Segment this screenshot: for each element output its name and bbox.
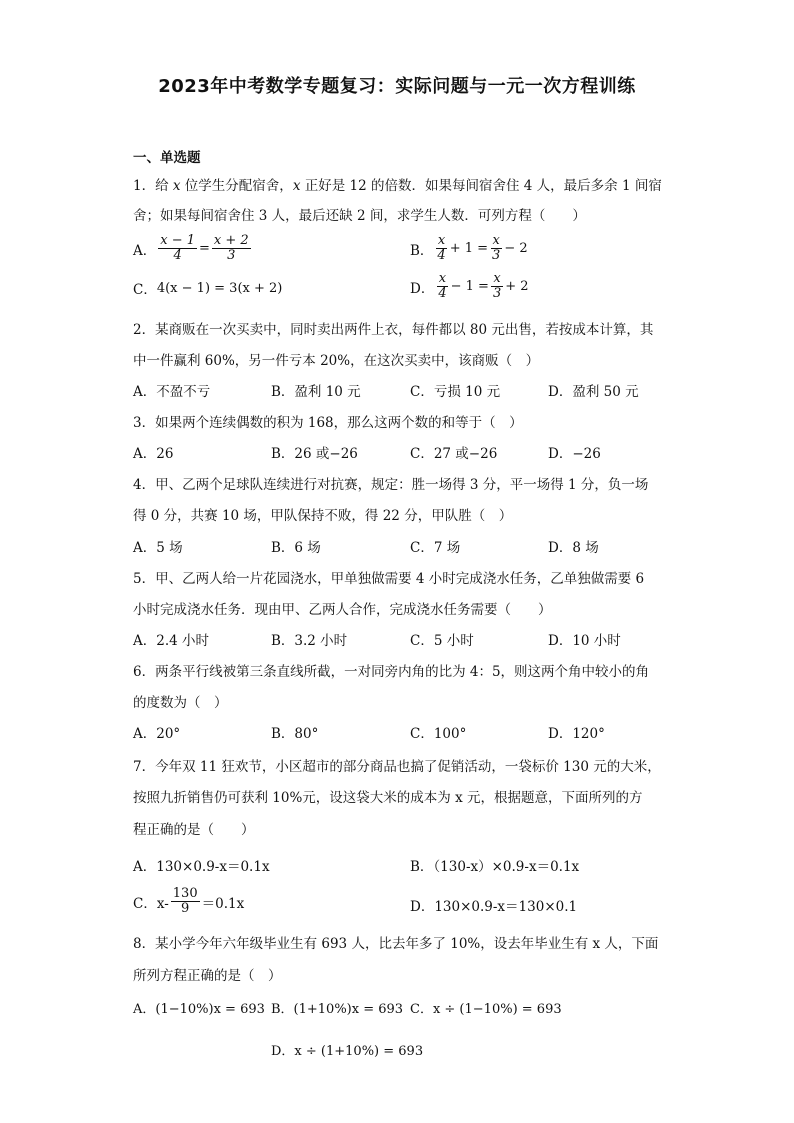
q8-option-d: D．x ÷ (1+10%) = 693 <box>271 1044 424 1059</box>
q4-option-d: D．8 场 <box>548 540 599 556</box>
q1-d-fraction-left <box>436 272 448 301</box>
q1-b-den-right: 3 <box>492 248 501 263</box>
question-7-line-3: 程正确的是（ ） <box>133 822 255 838</box>
q8-option-a: A．(1−10%)x = 693 <box>133 1002 265 1017</box>
q7-option-c <box>133 887 244 916</box>
q1-text-a: 1．给 <box>133 178 173 194</box>
q1-option-b-label: B． <box>410 242 434 259</box>
q1-option-d-label: D． <box>410 280 435 297</box>
question-2-line-2: 中一件赢利 60%，另一件亏本 20%，在这次买卖中，该商贩（ ） <box>133 353 540 369</box>
q6-option-d: D．120° <box>548 726 605 742</box>
q1-option-d <box>410 272 529 301</box>
q5-option-d: D．10 小时 <box>548 633 621 649</box>
q8-option-b: B．(1+10%)x = 693 <box>271 1002 404 1017</box>
q1-b-fraction-left <box>435 234 447 263</box>
q5-option-b: B．3.2 小时 <box>271 633 348 649</box>
q7-c-fraction <box>171 887 200 916</box>
question-2-line-1: 2．某商贩在一次买卖中，同时卖出两件上衣，每件都以 80 元出售，若按成本计算，其 <box>133 322 654 338</box>
q3-option-b: B．26 或−26 <box>271 446 358 462</box>
question-4-line-1: 4．甲、乙两个足球队连续进行对抗赛，规定：胜一场得 3 分，平一场得 1 分，负一场 <box>133 477 649 493</box>
q1-a-den-right: 3 <box>227 248 236 263</box>
section-heading: 一、单选题 <box>133 150 201 166</box>
q2-option-d: D．盈利 50 元 <box>548 384 639 400</box>
q4-option-c: C．7 场 <box>410 540 461 556</box>
question-5-line-1: 5．甲、乙两人给一片花园浇水，甲单独做需要 4 小时完成浇水任务，乙单独做需要 6 <box>133 571 645 587</box>
q1-b-tail: − 2 <box>504 241 528 256</box>
question-5-line-2: 小时完成浇水任务．现由甲、乙两人合作，完成浇水任务需要（ ） <box>133 602 552 618</box>
q6-option-c: C．100° <box>410 726 467 742</box>
q5-option-c: C．5 小时 <box>410 633 474 649</box>
q1-a-num-left: x − 1 <box>160 233 196 248</box>
question-8-line-2: 所列方程正确的是（ ） <box>133 968 282 984</box>
q7-option-b: B．（130-x）×0.9-x＝0.1x <box>410 859 580 875</box>
question-1-line-1 <box>133 174 662 194</box>
q1-text-c: 正好是 12 的倍数．如果每间宿舍住 4 人，最后多余 1 间宿 <box>300 178 662 194</box>
q7-c-numerator: 130 <box>172 886 198 901</box>
q1-b-fraction-right <box>490 234 502 263</box>
question-7-line-2: 按照九折销售仍可获利 10%元，设这袋大米的成本为 x 元，根据题意，下面所列的方 <box>133 790 643 806</box>
q1-text-b: 位学生分配宿舍， <box>180 178 293 194</box>
q1-option-a-label: A． <box>133 242 157 259</box>
question-1-line-2: 舍；如果每间宿舍住 3 人，最后还缺 2 间，求学生人数．可列方程（ ） <box>133 208 586 224</box>
q1-d-fraction-right <box>491 272 503 301</box>
q3-option-c: C．27 或−26 <box>410 446 498 462</box>
q6-option-a: A．20° <box>133 726 181 742</box>
q1-var-x-2: x <box>292 178 301 194</box>
q1-a-fraction-left <box>158 234 197 263</box>
question-8-line-1: 8．某小学今年六年级毕业生有 693 人，比去年多了 10%，设去年毕业生有 x 人，下面 <box>133 936 659 952</box>
q1-var-x: x <box>172 178 181 194</box>
q7-option-d: D．130×0.9-x＝130×0.1 <box>410 899 578 915</box>
q1-option-a <box>133 234 253 263</box>
q8-option-c: C．x ÷ (1−10%) = 693 <box>410 1002 562 1017</box>
q1-b-den-left: 4 <box>437 248 446 263</box>
question-6-line-2: 的度数为（ ） <box>133 695 228 711</box>
q1-option-c <box>133 278 282 298</box>
q6-option-b: B．80° <box>271 726 319 742</box>
q7-c-suffix: ＝0.1x <box>201 895 245 912</box>
question-6-line-1: 6．两条平行线被第三条直线所截，一对同旁内角的比为 4：5，则这两个角中较小的角 <box>133 664 650 680</box>
q2-option-c: C．亏损 10 元 <box>410 384 501 400</box>
q5-option-a: A．2.4 小时 <box>133 633 210 649</box>
q3-option-a: A．26 <box>133 446 174 462</box>
q2-option-b: B．盈利 10 元 <box>271 384 361 400</box>
q7-option-a: A．130×0.9-x＝0.1x <box>133 859 270 875</box>
q1-d-num-left: x <box>438 271 447 286</box>
q4-option-b: B．6 场 <box>271 540 321 556</box>
question-3-line-1: 3．如果两个连续偶数的积为 168，那么这两个数的和等于（ ） <box>133 415 523 431</box>
q7-c-denominator: 9 <box>181 901 190 916</box>
q1-d-num-right: x <box>493 271 501 286</box>
q1-a-fraction-right <box>212 234 251 263</box>
q1-option-b <box>410 234 528 263</box>
question-7-line-1: 7．今年双 11 狂欢节，小区超市的部分商品也搞了促销活动，一袋标价 130 元的大米， <box>133 759 661 775</box>
q1-b-num-left: x <box>437 233 446 248</box>
q1-b-num-right: x <box>492 233 500 248</box>
q1-d-mid: − 1 = <box>450 279 489 294</box>
document-title: 2023年中考数学专题复习：实际问题与一元一次方程训练 <box>158 76 636 97</box>
q3-option-d: D．−26 <box>548 446 601 462</box>
q1-d-tail: + 2 <box>505 279 529 294</box>
q1-a-equals: = <box>199 241 210 256</box>
q1-b-mid: + 1 = <box>449 241 489 256</box>
q2-option-a: A．不盈不亏 <box>133 384 211 400</box>
q7-c-prefix: C．x- <box>133 895 169 912</box>
q1-c-equation: 4(x − 1) = 3(x + 2) <box>156 280 283 296</box>
q1-d-den-left: 4 <box>438 286 447 301</box>
question-4-line-2: 得 0 分，共赛 10 场，甲队保持不败，得 22 分，甲队胜（ ） <box>133 508 513 524</box>
q1-a-den-left: 4 <box>173 248 182 263</box>
q1-option-c-label: C． <box>133 282 157 298</box>
q1-d-den-right: 3 <box>492 286 502 301</box>
q4-option-a: A．5 场 <box>133 540 183 556</box>
q1-a-num-right: x + 2 <box>213 233 249 248</box>
